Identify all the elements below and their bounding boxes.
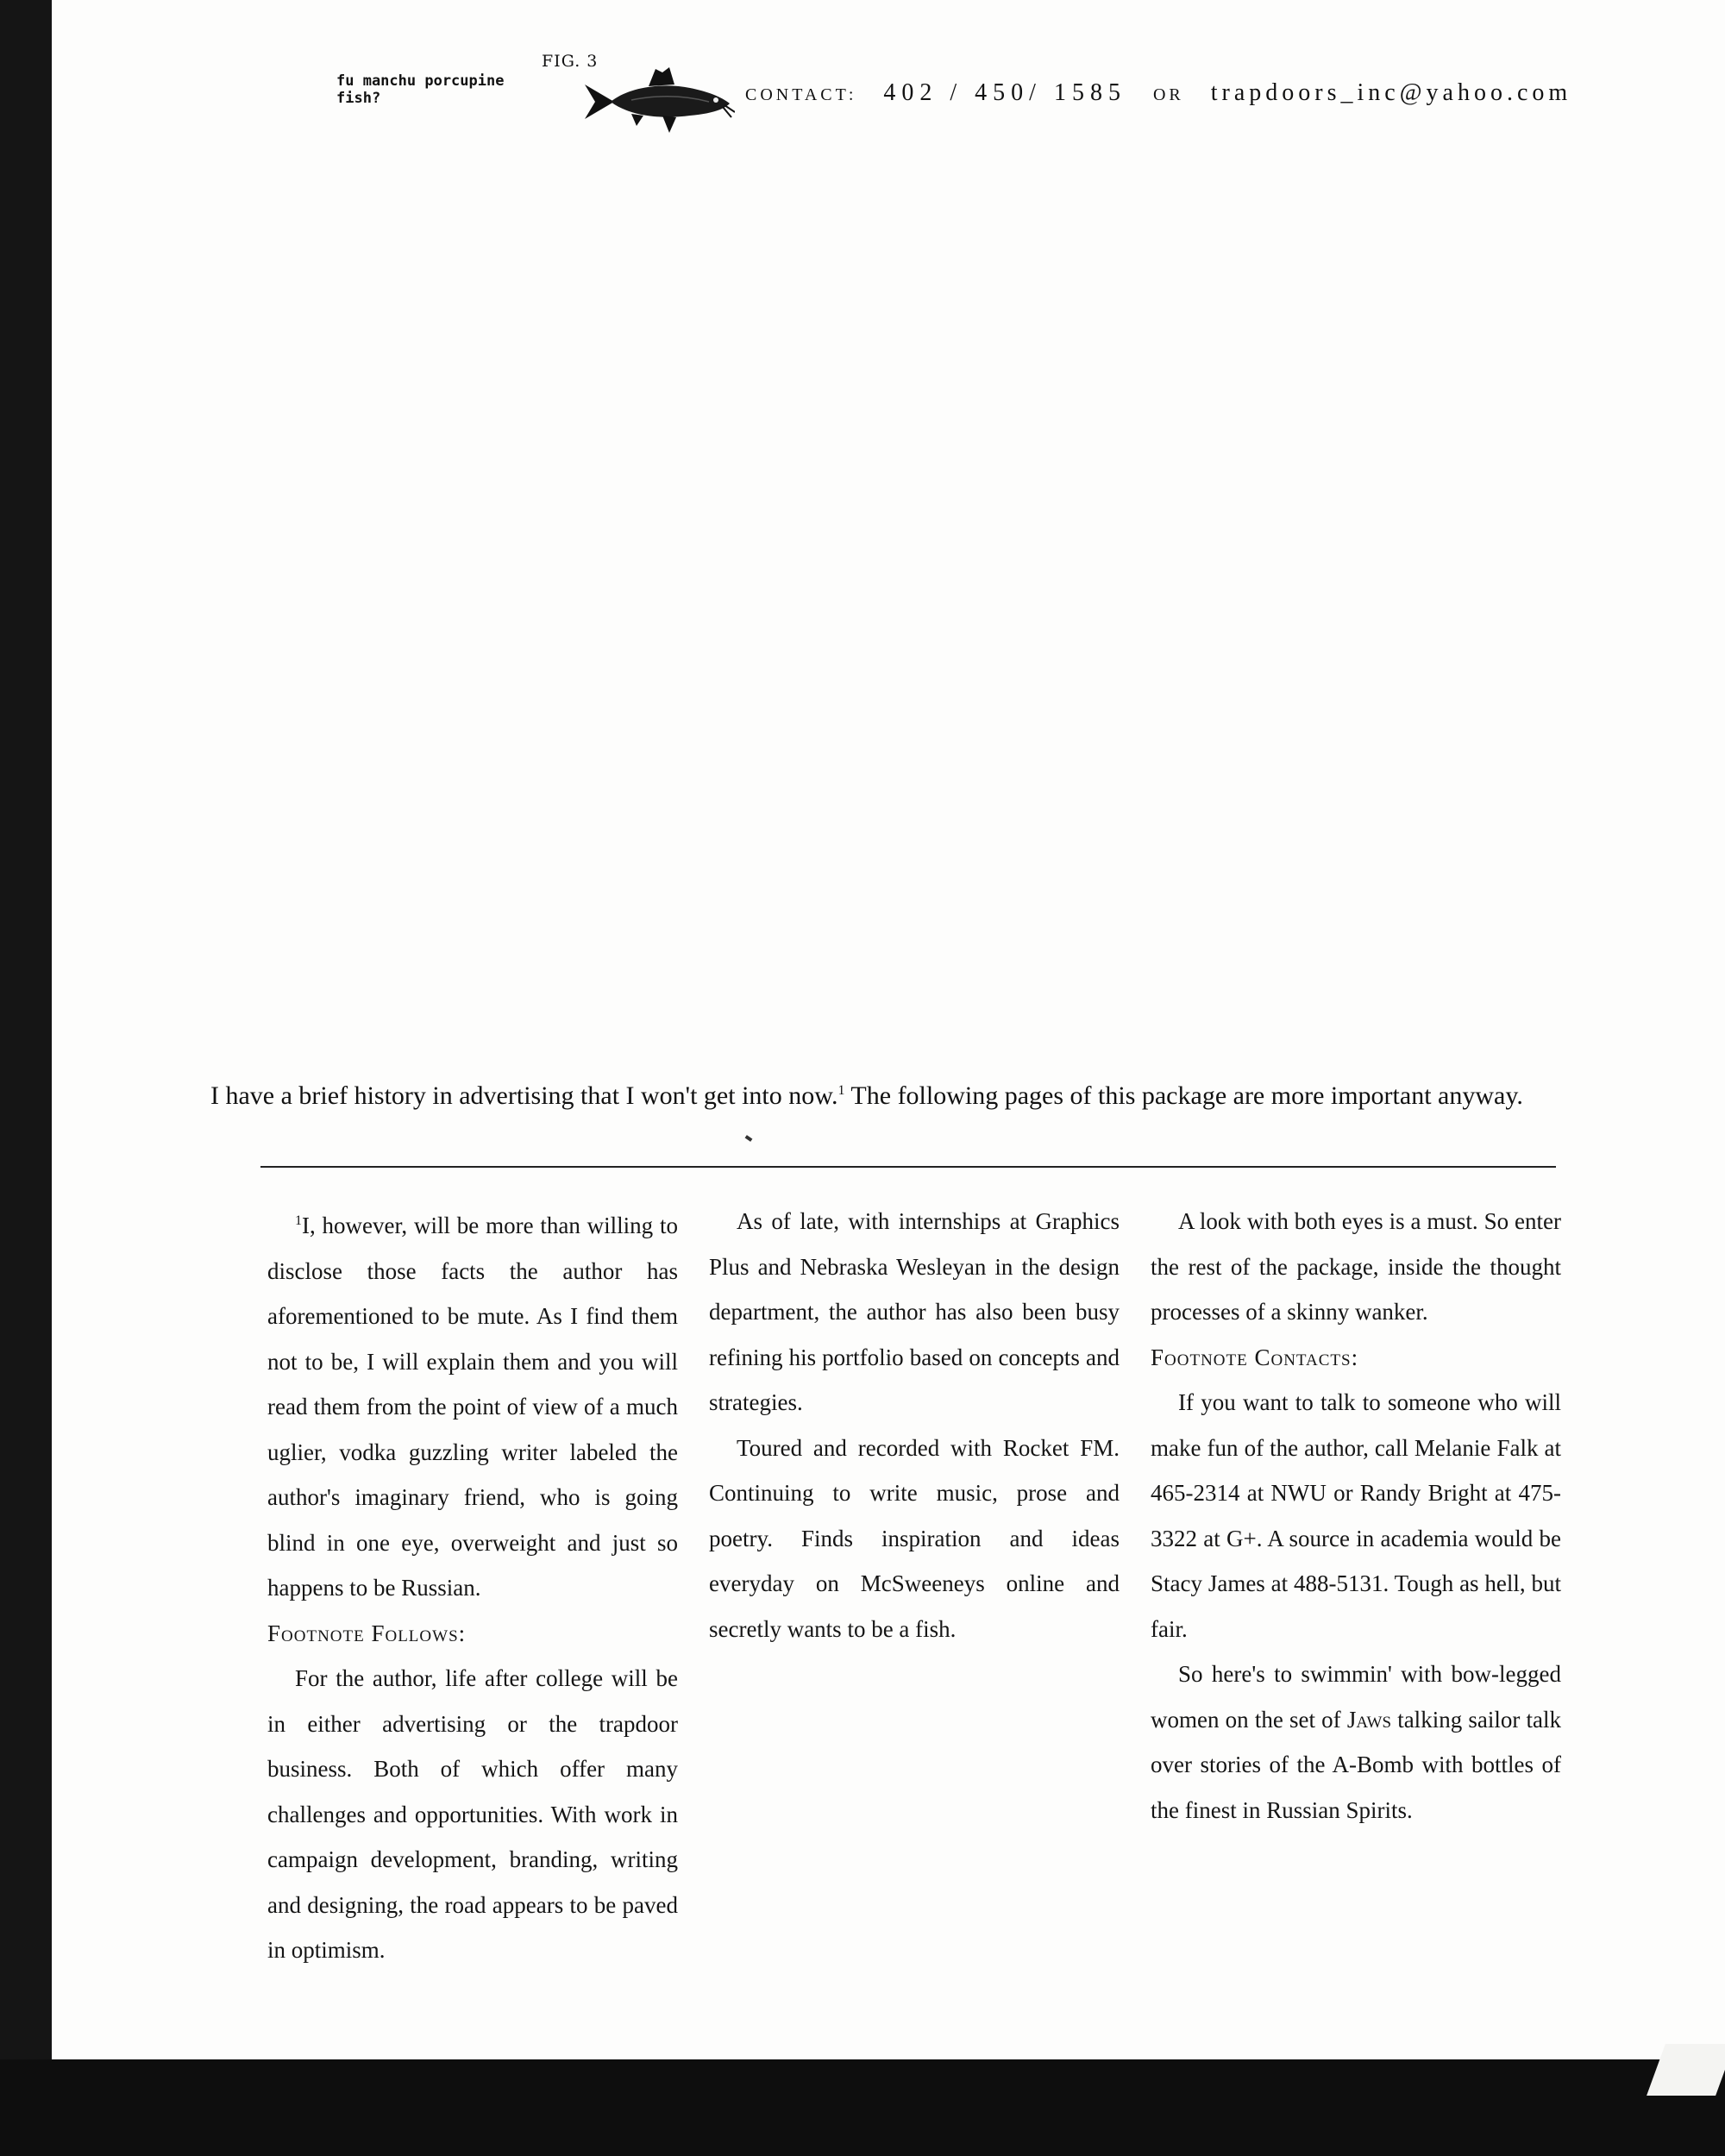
footnote-paragraph-7-start: So here's to swimmin' with bow-legged women on the set of xyxy=(1151,1661,1561,1733)
scan-edge-left xyxy=(0,0,52,2156)
scan-edge-bottom xyxy=(0,2059,1725,2156)
contact-or: OR xyxy=(1152,85,1184,104)
footnote-paragraph-5: A look with both eyes is a must. So enter the rest of the package, inside the thought processes of a skinny wanker. xyxy=(1151,1208,1561,1325)
footnote-contacts-heading: Footnote Contacts: xyxy=(1151,1344,1359,1370)
footnote-column-2 xyxy=(709,1199,1120,1651)
fish-caption xyxy=(336,72,504,107)
contact-label: CONTACT: xyxy=(745,85,857,104)
fish-caption-line-1: fu manchu porcupine xyxy=(336,72,505,90)
intro-footnote-marker: 1 xyxy=(837,1083,845,1098)
jaws-title: Jaws xyxy=(1346,1706,1392,1733)
footnote-follows-heading: Footnote Follows: xyxy=(267,1620,467,1646)
fish-icon xyxy=(580,60,735,138)
figure-label: FIG. 3 xyxy=(542,52,599,71)
contact-phone: 402 / 450/ 1585 xyxy=(883,79,1126,106)
footnote-paragraph-4: Toured and recorded with Rocket FM. Continuing to write music, prose and poetry. Finds inspiration and ideas everyday on McSweeneys online and secretly wants to be a fish. xyxy=(709,1434,1120,1642)
footnote-paragraph-2: For the author, life after college will be in either advertising or the trapdoor business. Both of which offer many challenges and opportunities. With work in campaign development, branding, writing and designing, the road appears to be paved in optimism. xyxy=(267,1665,678,1963)
footnote-paragraph-7-end: talking sailor talk over stories of the A-Bomb with bottles of the finest in Russian Spirits. xyxy=(1151,1706,1562,1823)
footnote-column-3 xyxy=(1151,1199,1561,1833)
footnote-paragraph-6: If you want to talk to someone who will make fun of the author, call Melanie Falk at 465-2314 at NWU or Randy Bright at 475-3322 at G+. A source in academia would be Stacy James at 488-5131. Tough as hell, but fair. xyxy=(1151,1389,1561,1642)
intro-sentence xyxy=(210,1081,1608,1111)
contact-line xyxy=(745,79,1571,107)
footnote-paragraph-3: As of late, with internships at Graphics Plus and Nebraska Wesleyan in the design department, the author has also been busy refining his portfolio based on concepts and strategies. xyxy=(709,1208,1120,1415)
intro-text-before: I have a brief history in advertising that I won't get into now. xyxy=(210,1081,838,1110)
contact-email[interactable]: trapdoors_inc@yahoo.com xyxy=(1210,79,1572,106)
footnote-paragraph-1-text: I, however, will be more than willing to disclose those facts the author has aforementioned to be mute. As I find them not to be, I will explain them and you will read them from the point of view of a much uglier, vodka guzzling writer labeled the author's imaginary friend, who is going blind in one eye, overweight and just so happens to be Russian. xyxy=(267,1213,678,1601)
footnote-paragraph-7 xyxy=(1151,1651,1561,1833)
footnote-column-1 xyxy=(267,1199,678,1973)
intro-text-after: The following pages of this package are more important anyway. xyxy=(844,1081,1523,1110)
horizontal-rule xyxy=(260,1166,1556,1168)
fish-caption-line-2: fish? xyxy=(336,90,381,107)
footnote-paragraph-1 xyxy=(267,1199,678,1611)
footnote-marker: 1 xyxy=(295,1213,302,1228)
